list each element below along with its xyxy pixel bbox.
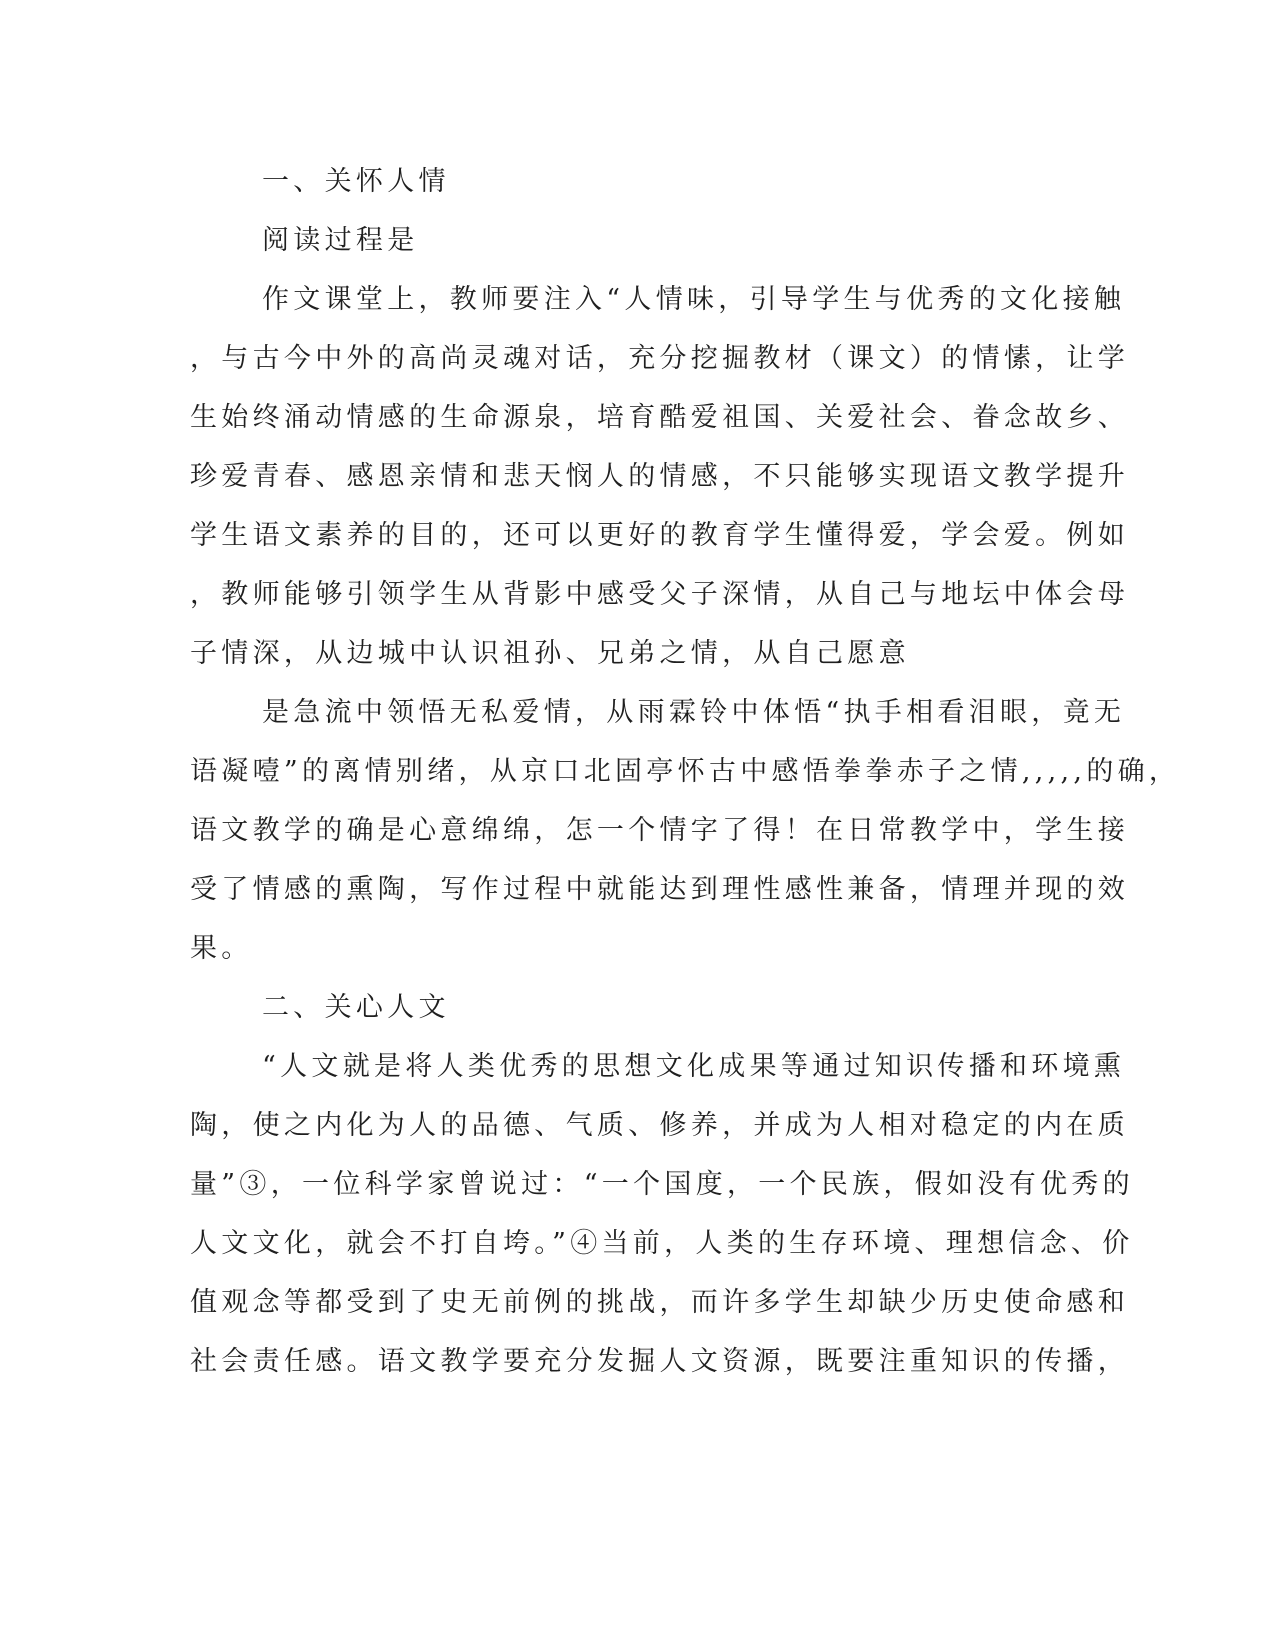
text-line: ，与古今中外的高尚灵魂对话，充分挖掘教材（课文）的情愫，让学 [190,343,1129,374]
text-line: 量”③，一位科学家曾说过：“一个国度，一个民族，假如没有优秀的 [190,1169,1134,1200]
text-line: 社会责任感。语文教学要充分发掘人文资源，既要注重知识的传播， [190,1346,1129,1377]
text-line: 受了情感的熏陶，写作过程中就能达到理性感性兼备，情理并现的效 [190,874,1129,905]
text-line: 果。 [190,933,253,964]
text-line: 珍爱青春、感恩亲情和悲天悯人的情感，不只能够实现语文教学提升 [190,461,1129,492]
text-line: 学生语文素养的目的，还可以更好的教育学生懂得爱，学会爱。例如 [190,520,1129,551]
text-line: 语文教学的确是心意绵绵，怎一个情字了得！在日常教学中，学生接 [190,815,1129,846]
text-line: 阅读过程是 [262,225,419,256]
text-line: 人文文化，就会不打自垮。”④当前，人类的生存环境、理想信念、价 [190,1228,1134,1259]
text-line: 陶，使之内化为人的品德、气质、修养，并成为人相对稳定的内在质 [190,1110,1129,1141]
text-line: 子情深，从边城中认识祖孙、兄弟之情，从自己愿意 [190,638,910,669]
section-heading-1: 一、关怀人情 [262,166,450,197]
text-line: 生始终涌动情感的生命源泉，培育酷爱祖国、关爱社会、眷念故乡、 [190,402,1129,433]
text-line: 作文课堂上，教师要注入“人情味，引导学生与优秀的文化接触 [262,284,1126,315]
text-line: 值观念等都受到了史无前例的挑战，而许多学生却缺少历史使命感和 [190,1287,1129,1318]
text-line: 是急流中领悟无私爱情，从雨霖铃中体悟“执手相看泪眼，竟无 [262,697,1126,728]
text-line: ，教师能够引领学生从背影中感受父子深情，从自己与地坛中体会母 [190,579,1129,610]
text-line: 语凝噎”的离情别绪，从京口北固亭怀古中感悟拳拳赤子之情,,,,,的确， [190,756,1181,787]
section-heading-2: 二、关心人文 [262,992,450,1023]
text-line: “人文就是将人类优秀的思想文化成果等通过知识传播和环境熏 [262,1051,1126,1082]
